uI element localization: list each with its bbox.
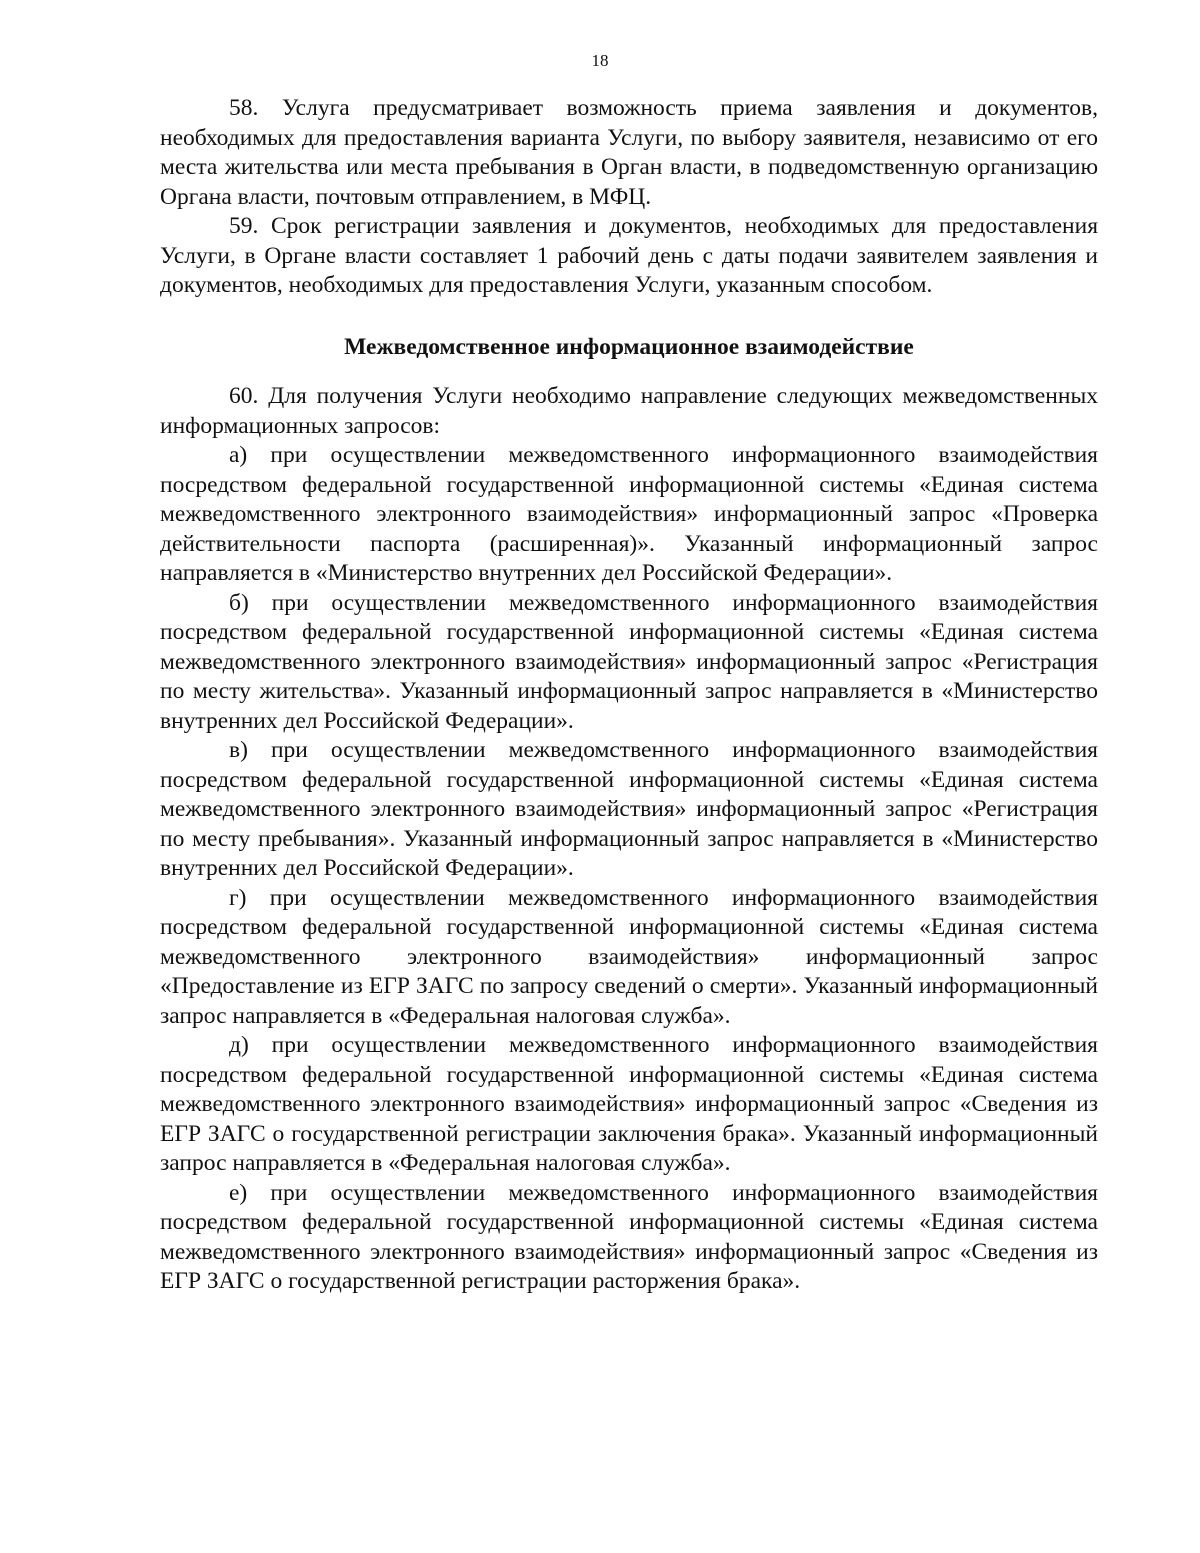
subitem-v: в) при осуществлении межведомственного информационного взаимодействия посредством федеральной государственной информационной системы «Единая система межведомственного электронного взаимодействия» информационный запрос «Регистрация по месту пребывания». Указанный информационный запрос направляется в «Министерство внутренних дел Российской Федерации». (160, 737, 1098, 881)
document-body (160, 94, 1098, 1297)
paragraph-58: 58. Услуга предусматривает возможность приема заявления и документов, необходимых для предоставления варианта Услуги, по выбору заявителя, независимо от его места жительства или места пребывания в Орган власти, в подведомственную организацию Органа власти, почтовым отправлением, в МФЦ. (160, 95, 1098, 210)
subitem-g: г) при осуществлении межведомственного информационного взаимодействия посредством федеральной государственной информационной системы «Единая система межведомственного электронного взаимодействия» информационный запрос «Предоставление из ЕГР ЗАГС по запросу сведений о смерти». Указанный информационный запрос направляется в «Федеральная налоговая служба». (160, 884, 1098, 1029)
subitem-e: е) при осуществлении межведомственного информационного взаимодействия посредством федеральной государственной информационной системы «Единая система межведомственного электронного взаимодействия» информационный запрос «Сведения из ЕГР ЗАГС о государственной регистрации расторжения брака». (160, 1179, 1098, 1294)
subitem-d: д) при осуществлении межведомственного информационного взаимодействия посредством федеральной государственной информационной системы «Единая система межведомственного электронного взаимодействия» информационный запрос «Сведения из ЕГР ЗАГС о государственной регистрации заключения брака». Указанный информационный запрос направляется в «Федеральная налоговая служба». (160, 1032, 1098, 1176)
subitem-b: б) при осуществлении межведомственного информационного взаимодействия посредством федеральной государственной информационной системы «Единая система межведомственного электронного взаимодействия» информационный запрос «Регистрация по месту жительства». Указанный информационный запрос направляется в «Министерство внутренних дел Российской Федерации». (160, 589, 1098, 734)
page-number: 18 (591, 51, 609, 70)
section-heading: Межведомственное информационное взаимодействие (344, 333, 914, 360)
paragraph-59: 59. Срок регистрации заявления и документов, необходимых для предоставления Услуги, в Органе власти составляет 1 рабочий день с даты подачи заявителем заявления и документов, необходимых для предоставления Услуги, указанным способом. (160, 213, 1098, 298)
paragraph-60: 60. Для получения Услуги необходимо направление следующих межведомственных информационных запросов: (160, 383, 1098, 439)
subitem-a: а) при осуществлении межведомственного информационного взаимодействия посредством федеральной государственной информационной системы «Единая система межведомственного электронного взаимодействия» информационный запрос «Проверка действительности паспорта (расширенная)». Указанный информационный запрос направляется в «Министерство внутренних дел Российской Федерации». (160, 442, 1098, 586)
